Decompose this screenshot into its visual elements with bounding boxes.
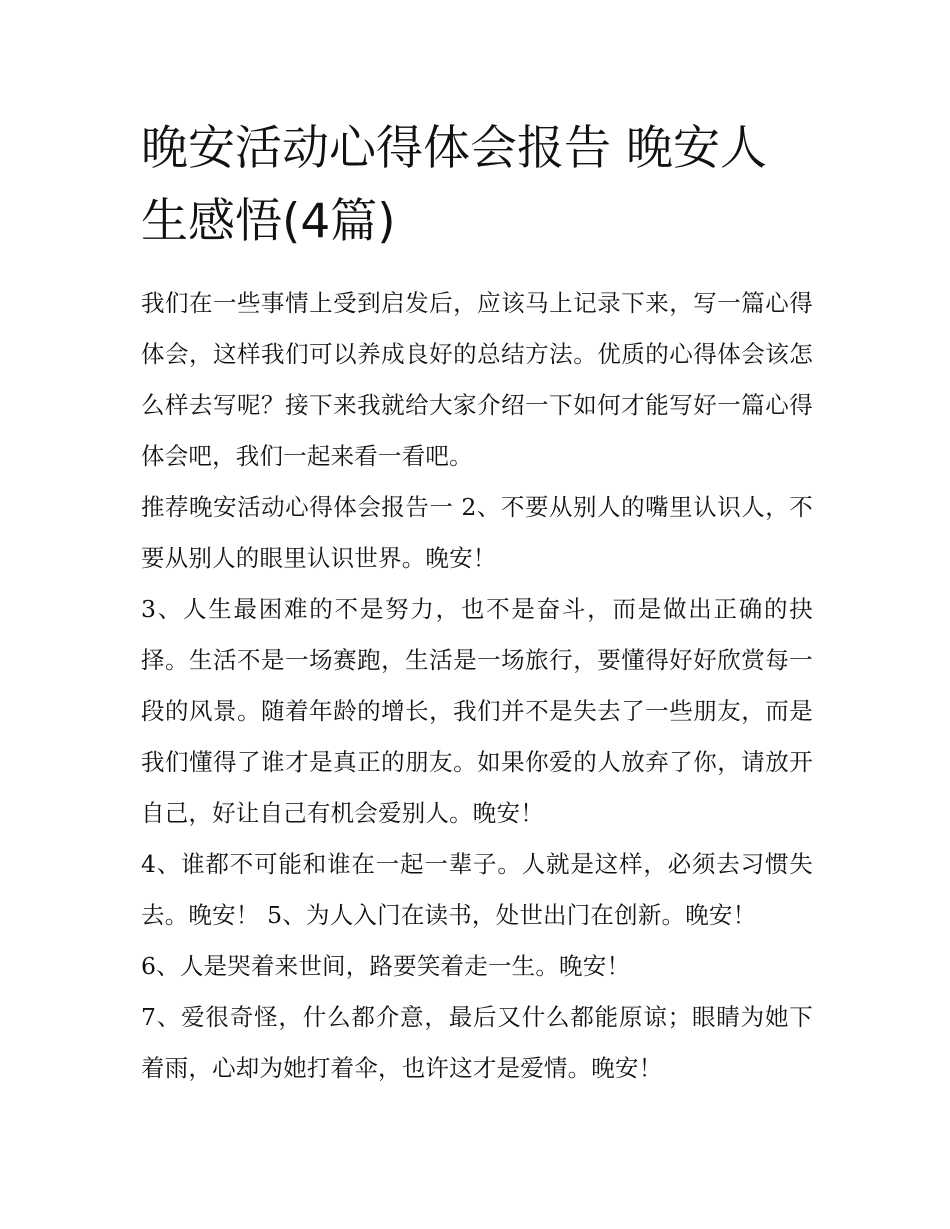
paragraph-intro: 我们在一些事情上受到启发后，应该马上记录下来，写一篇心得体会，这样我们可以养成良好的总结方法。优质的心得体会该怎么样去写呢？接下来我就给大家介绍一下如何才能写好一篇心得体会吧，我们一起来看一看吧。: [141, 289, 813, 470]
document-title: 晚安活动心得体会报告 晚安人生感悟(4篇): [141, 121, 767, 249]
paragraph-item-6: 6、人是哭着来世间，路要笑着走一生。晚安！: [141, 952, 631, 980]
paragraph-recommend: 推荐晚安活动心得体会报告一 2、不要从别人的嘴里认识人，不要从别人的眼里认识世界。晚安！: [141, 493, 813, 572]
paragraph-item-3: 3、人生最困难的不是努力，也不是奋斗，而是做出正确的抉择。生活不是一场赛跑，生活是一场旅行，要懂得好好欣赏每一段的风景。随着年龄的增长，我们并不是失去了一些朋友，而是我们懂得了谁才是真正的朋友。如果你爱的人放弃了你，请放开自己，好让自己有机会爱别人。晚安！: [141, 595, 813, 827]
document-body: [141, 278, 813, 1094]
document-page: [141, 112, 813, 1094]
paragraph-item-7: 7、爱很奇怪，什么都介意，最后又什么都能原谅；眼睛为她下着雨，心却为她打着伞，也许这才是爱情。晚安！: [141, 1003, 813, 1082]
paragraph-item-4-5: 4、谁都不可能和谁在一起一辈子。人就是这样，必须去习惯失去。晚安！ 5、为人入门在读书，处世出门在创新。晚安！: [141, 850, 813, 929]
